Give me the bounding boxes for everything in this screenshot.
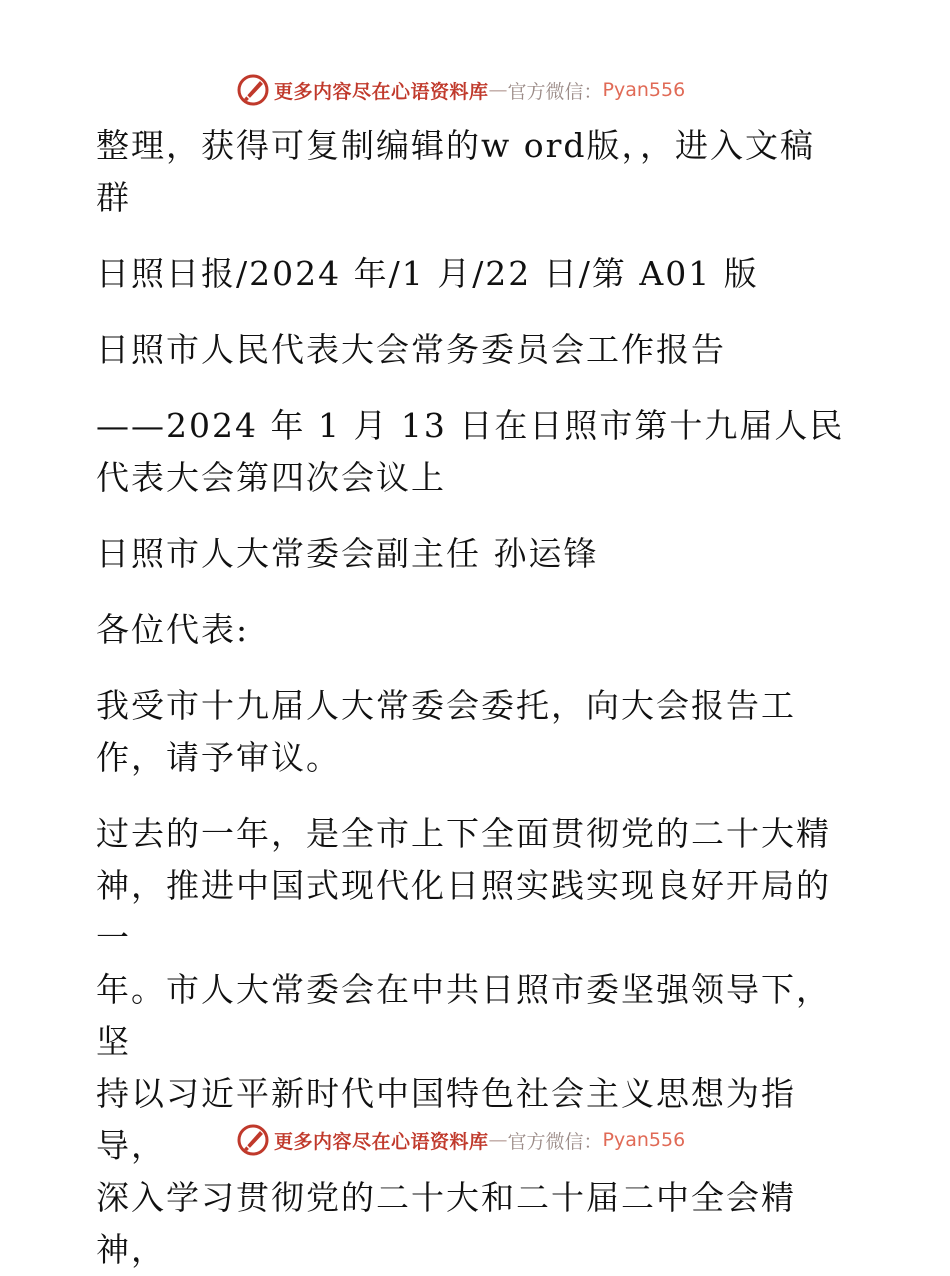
paragraph-line: 深入学习贯彻党的二十大和二十届二中全会精神， <box>96 1178 796 1269</box>
salutation: 各位代表: <box>96 610 250 649</box>
report-title: 日照市人民代表大会常务委员会工作报告 <box>96 330 726 369</box>
banner-official-label: 官方微信： <box>507 80 603 103</box>
footer-banner <box>236 1123 685 1157</box>
intro-line: 整理，获得可复制编辑的w ord版，，进入文稿 <box>96 126 816 165</box>
speaker-line: 日照市人大常委会副主任 孙运锋 <box>96 534 599 573</box>
quill-logo-icon <box>236 1123 270 1157</box>
source-line: 日照日报/2024 年/1 月/22 日/第 A01 版 <box>96 254 759 293</box>
banner-wechat-id: Pyan556 <box>602 79 686 101</box>
quill-logo-icon <box>236 73 270 107</box>
paragraph-line: 过去的一年，是全市上下全面贯彻党的二十大精 <box>96 814 831 853</box>
paragraph-line: 我受市十九届人大常委会委托，向大会报告工 <box>96 686 796 725</box>
banner-dash: — <box>488 1129 508 1151</box>
intro-line: 群 <box>96 178 131 217</box>
document-body <box>96 120 856 1276</box>
report-subtitle: 代表大会第四次会议上 <box>96 458 446 497</box>
banner-dash: — <box>488 79 508 101</box>
header-banner <box>236 73 685 107</box>
report-subtitle: ——2024 年 1 月 13 日在日照市第十九届人民 <box>96 406 845 445</box>
banner-wechat-id: Pyan556 <box>602 1129 686 1151</box>
paragraph-line: 持以习近平新时代中国特色社会主义思想为指导， <box>96 1074 796 1165</box>
paragraph-line: 神，推进中国式现代化日照实践实现良好开局的一 <box>96 866 831 957</box>
banner-text: 更多内容尽在心语资料库 <box>274 1130 489 1153</box>
paragraph-line: 作，请予审议。 <box>96 738 341 777</box>
banner-text: 更多内容尽在心语资料库 <box>274 80 489 103</box>
banner-official-label: 官方微信： <box>507 1130 603 1153</box>
paragraph-line: 年。市人大常委会在中共日照市委坚强领导下，坚 <box>96 970 831 1061</box>
